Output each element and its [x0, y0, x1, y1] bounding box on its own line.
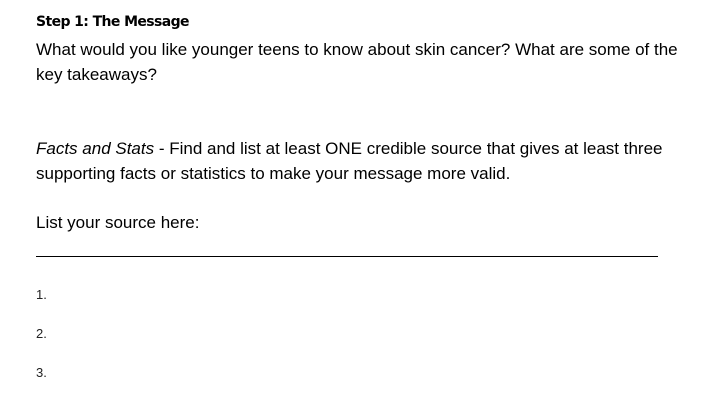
message-question: What would you like younger teens to know about skin cancer? What are some of the key takeaways? — [36, 40, 678, 84]
facts-label: Facts and Stats — [36, 139, 155, 158]
source-answer-line — [36, 256, 658, 257]
step-heading: Step 1: The Message — [36, 14, 189, 30]
list-item-number-1: 1. — [36, 287, 47, 302]
list-item-number-2: 2. — [36, 326, 47, 341]
facts-instructions — [36, 136, 706, 186]
list-item-number-3: 3. — [36, 365, 47, 380]
facts-text: - Find and list at least ONE credible source that gives at least three supporting facts or statistics to make your message more valid. — [36, 139, 663, 183]
source-prompt: List your source here: — [36, 213, 200, 232]
